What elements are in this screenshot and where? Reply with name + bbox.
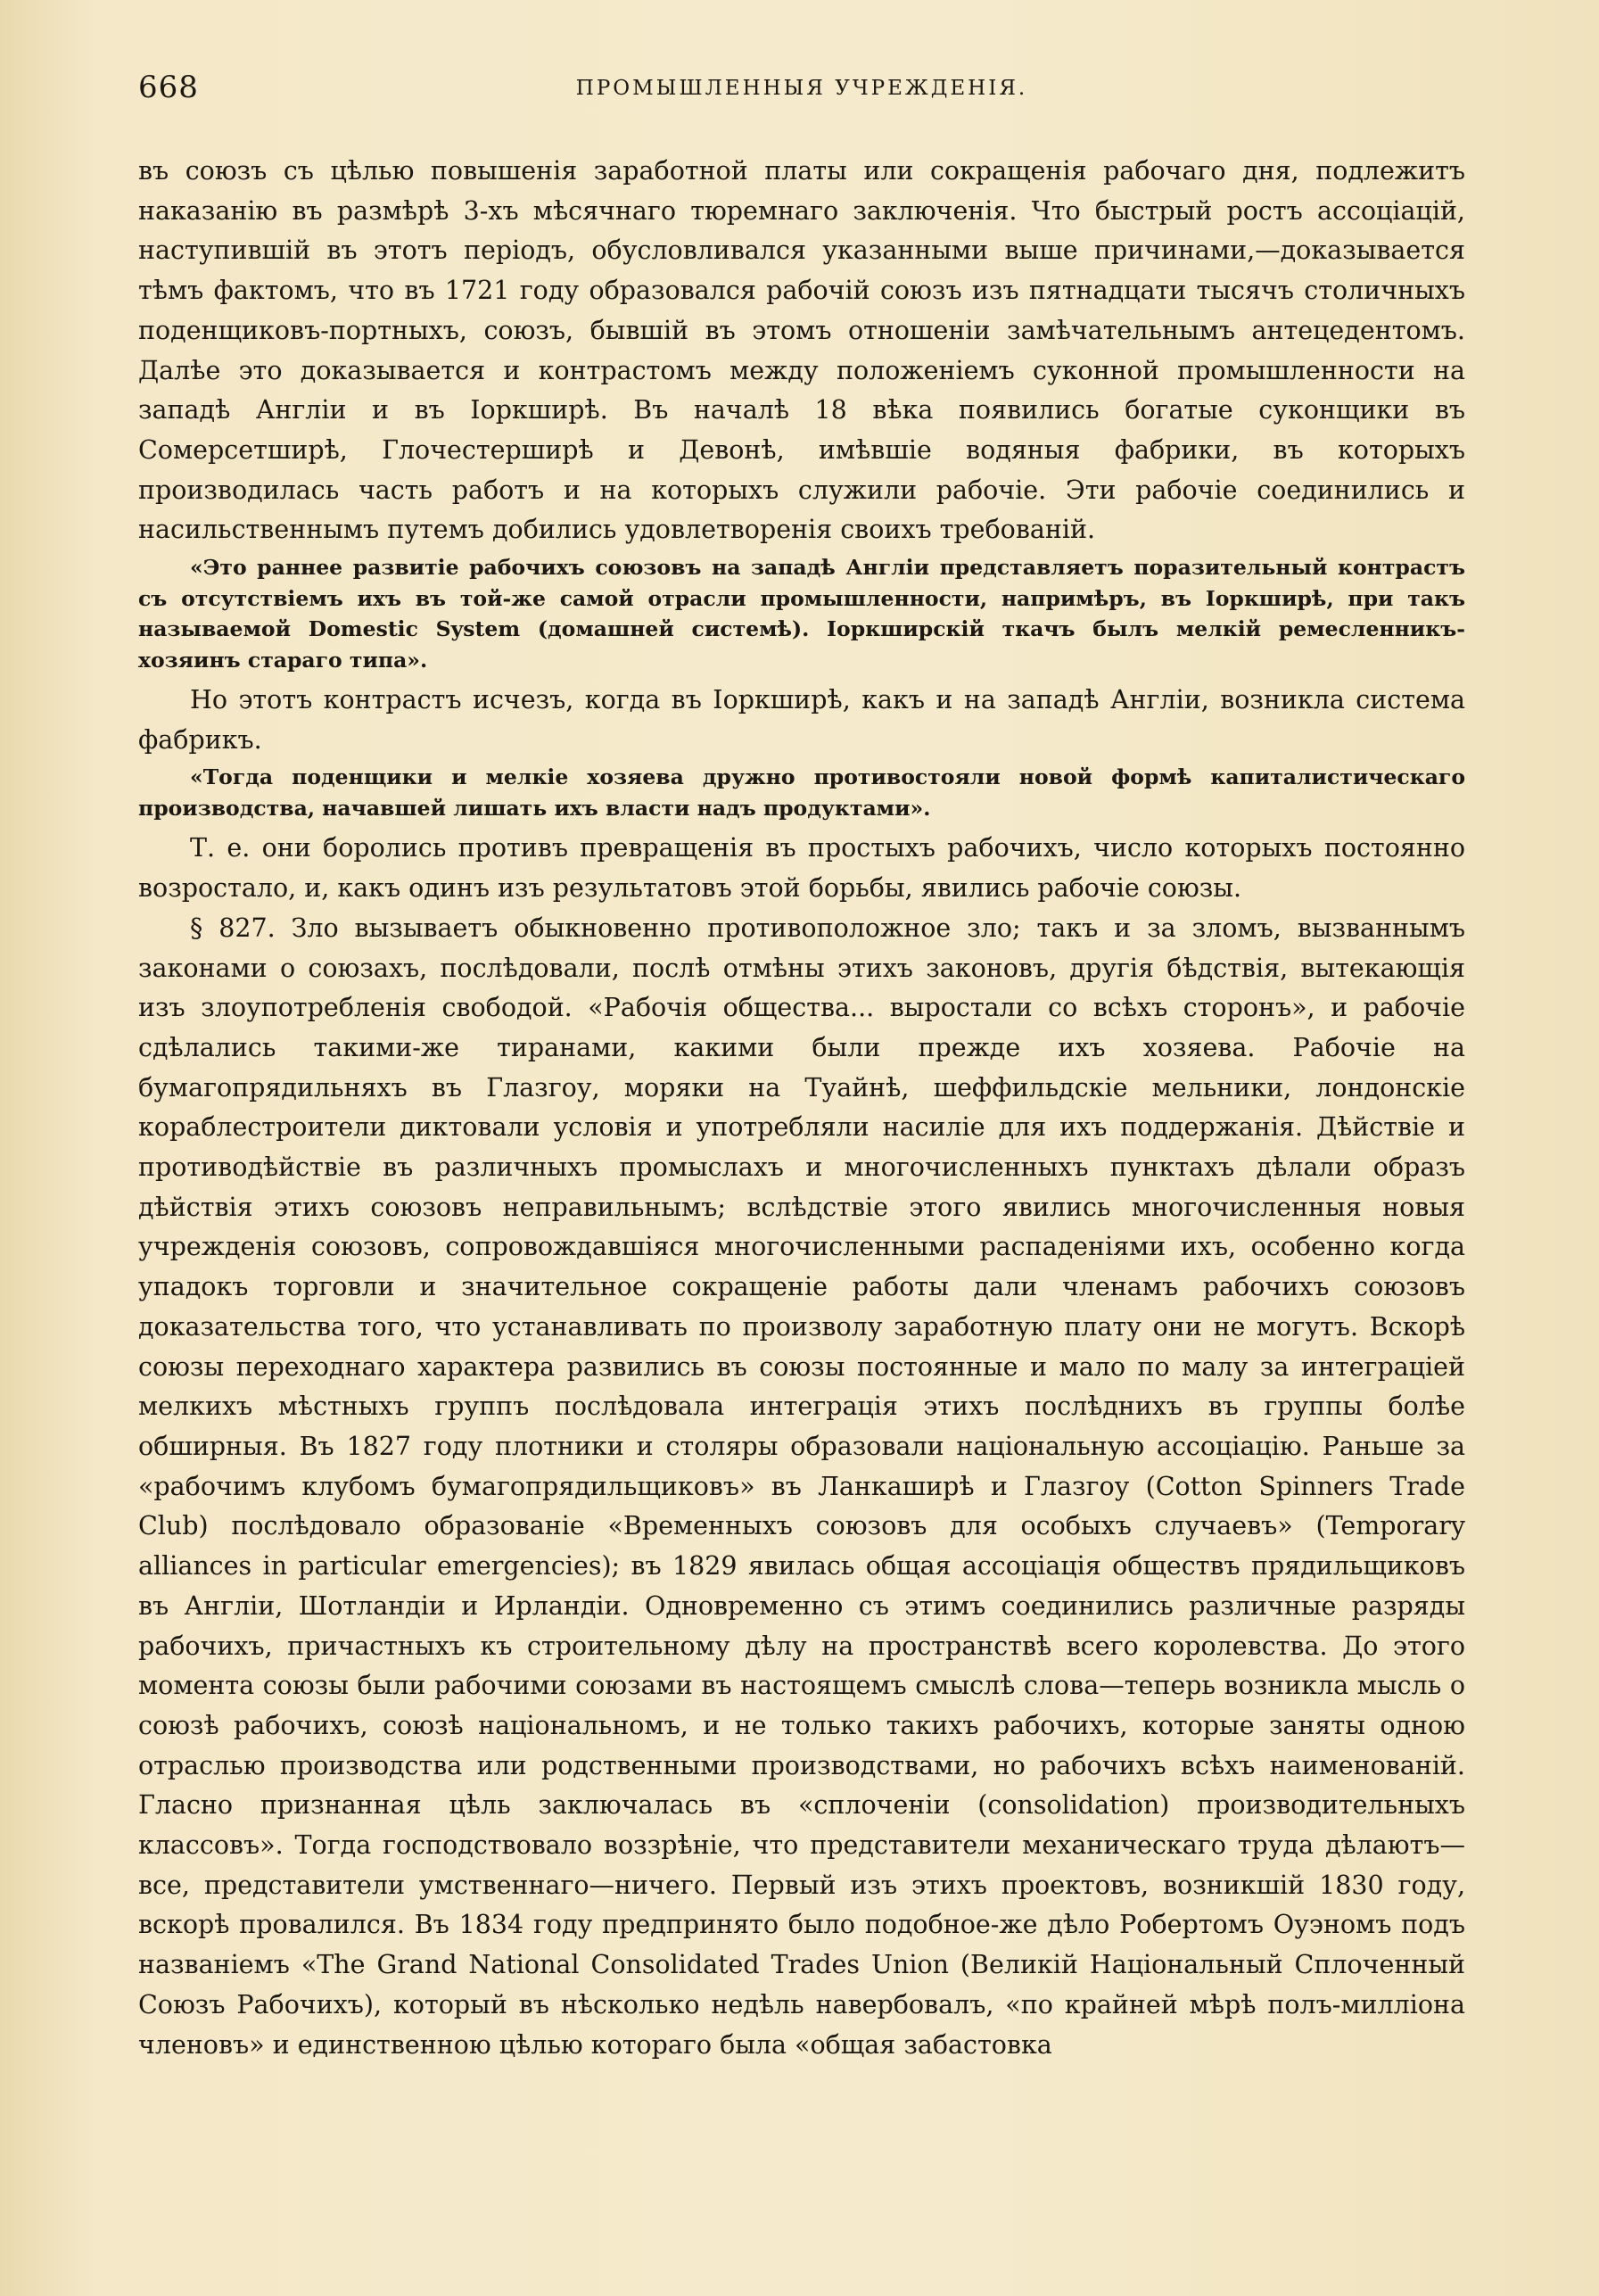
paragraph-continuation: въ союзъ съ цѣлью повышенія заработной платы или сокращенія рабочаго дня, подлежитъ наказанію въ размѣрѣ 3-хъ мѣсячнаго тюремнаго заключенія. Что быстрый ростъ ассоціацій, наступившій въ этотъ періодъ, обусловливался указанными выше причинами,—доказывается тѣмъ фактомъ, что въ 1721 году образовался рабочій союзъ изъ пятнадцати тысячъ столичныхъ поденщиковъ-портныхъ, союзъ, бывшій въ этомъ отношеніи замѣчательнымъ антецедентомъ. Далѣе это доказывается и контрастомъ между положеніемъ суконной промышленности на западѣ Англіи и въ Іоркширѣ. Въ началѣ 18 вѣка появились богатые суконщики въ Сомерсетширѣ, Глочестерширѣ и Девонѣ, имѣвшіе водяныя фабрики, въ которыхъ производилась часть работъ и на которыхъ служили рабочіе. Эти рабочіе соединились и насильственнымъ путемъ добились удовлетворенія своихъ требованій. (138, 156, 1465, 545)
page-header (138, 62, 1465, 116)
running-title: ПРОМЫШЛЕННЫЯ УЧРЕЖДЕНІЯ. (575, 77, 1028, 100)
paragraph-section-827: § 827. Зло вызываетъ обыкновенно противоположное зло; такъ и за зломъ, вызваннымъ законами о союзахъ, послѣдовали, послѣ отмѣны этихъ законовъ, другія бѣдствія, вытекающія изъ злоупотребленія свободой. «Рабочія общества... выростали со всѣхъ сторонъ», и рабочіе сдѣлались такими-же тиранами, какими были прежде ихъ хозяева. Рабочіе на бумагопрядильняхъ въ Глазгоу, моряки на Туайнѣ, шеффильдскіе мельники, лондонскіе кораблестроители диктовали условія и употребляли насиліе для ихъ поддержанія. Дѣйствіе и противодѣйствіе въ различныхъ промыслахъ и многочисленныхъ пунктахъ дѣлали образъ дѣйствія этихъ союзовъ неправильнымъ; вслѣдствіе этого явились многочисленныя новыя учрежденія союзовъ, сопровождавшіяся многочисленными распаденіями ихъ, особенно когда упадокъ торговли и значительное сокращеніе работы дали членамъ рабочихъ союзовъ доказательства того, что устанавливать по произволу заработную плату они не могутъ. Вскорѣ союзы переходнаго характера развились въ союзы постоянные и мало по малу за интеграціей мелкихъ мѣстныхъ группъ послѣдовала интеграція этихъ послѣднихъ въ группы болѣе обширныя. Въ 1827 году плотники и столяры образовали національную ассоціацію. Раньше за «рабочимъ клубомъ бумагопрядильщиковъ» въ Ланкаширѣ и Глазгоу (Cotton Spinners Trade Club) послѣдовало образованіе «Временныхъ союзовъ для особыхъ случаевъ» (Temporary alliances in particular emergencies); въ 1829 явилась общая ассоціація обществъ прядильщиковъ въ Англіи, Шотландіи и Ирландіи. Одновременно съ этимъ соединились различные разряды рабочихъ, причастныхъ къ строительному дѣлу на пространствѣ всего королевства. До этого момента союзы были рабочими союзами въ настоящемъ смыслѣ слова—теперь возникла мысль о союзѣ рабочихъ, союзѣ національномъ, и не только такихъ рабочихъ, которые заняты одною отраслью производства или родственными производствами, но рабочихъ всѣхъ наименованій. Гласно признанная цѣль заключалась въ «сплоченіи (consolidation) производительныхъ классовъ». Тогда господствовало воззрѣніе, что представители механическаго труда дѣлаютъ—все, представители умственнаго—ничего. Первый изъ этихъ проектовъ, возникшій 1830 году, вскорѣ провалился. Въ 1834 году предпринято было подобное-же дѣло Робертомъ Оуэномъ подъ названіемъ «The Grand National Consolidated Trades Union (Великій Національный Сплоченный Союзъ Рабочихъ), который въ нѣсколько недѣль навербовалъ, «по крайней мѣрѣ полъ-милліона членовъ» и единственною цѣлью котораго была «общая забастовка (138, 913, 1465, 2060)
paragraph: Но этотъ контрастъ исчезъ, когда въ Іоркширѣ, какъ и на западѣ Англіи, возникла система фабрикъ. (138, 685, 1465, 755)
block-quote: «Это раннее развитіе рабочихъ союзовъ на западѣ Англіи представляетъ поразительный контрастъ съ отсутствіемъ ихъ въ той-же самой отрасли промышленности, напримѣръ, въ Іоркширѣ, при такъ называемой Domestic System (домашней системѣ). Іоркширскій ткачъ былъ мелкій ремесленникъ-хозяинъ стараго типа». (138, 555, 1465, 673)
block-quote: «Тогда поденщики и мелкіе хозяева дружно противостояли новой формѣ капиталистическаго производства, начавшей лишать ихъ власти надъ продуктами». (138, 764, 1465, 821)
page-body (138, 152, 1465, 2065)
paragraph: Т. е. они боролись противъ превращенія въ простыхъ рабочихъ, число которыхъ постоянно возростало, и, какъ одинъ изъ результатовъ этой борьбы, явились рабочіе союзы. (138, 833, 1465, 904)
page-number: 668 (138, 70, 199, 105)
